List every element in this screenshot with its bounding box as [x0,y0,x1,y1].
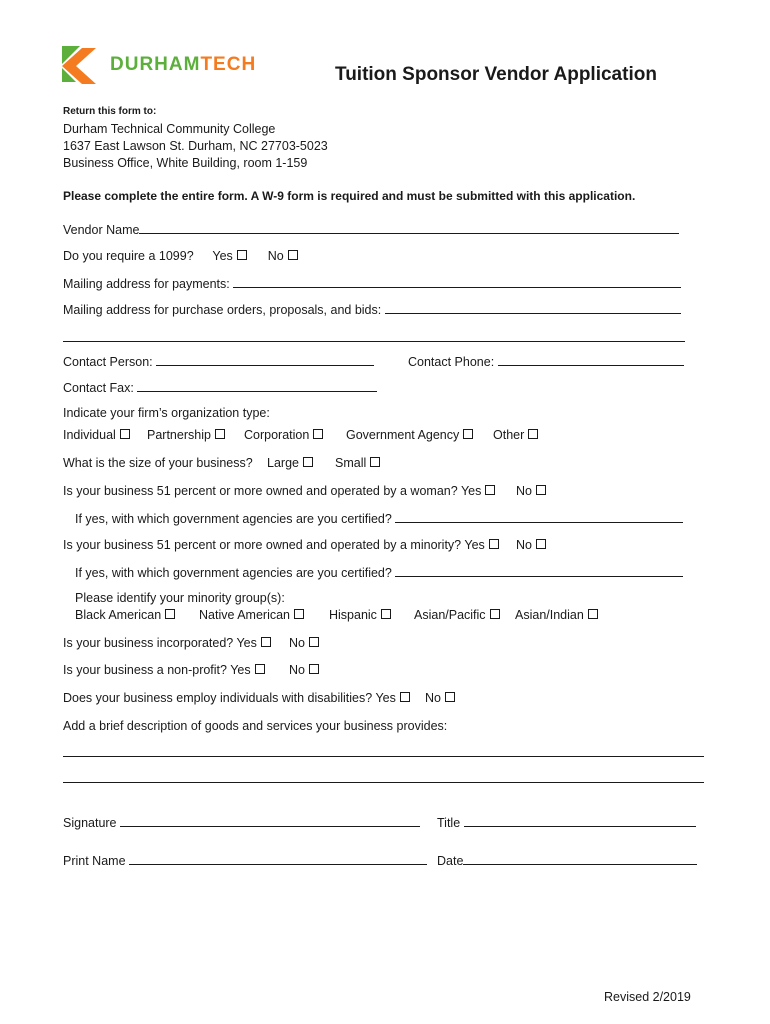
mailing-payments-field[interactable] [233,276,681,288]
org-government-checkbox[interactable] [463,429,473,439]
incorporated-no-label: No [289,636,305,650]
req-1099-no-checkbox[interactable] [288,250,298,260]
org-type-label: Indicate your firm’s organization type: [63,406,270,420]
vendor-name-field[interactable] [139,222,679,234]
disabilities-no-label: No [425,691,441,705]
minority-cert-question: If yes, with which government agencies are you certified? [75,566,392,580]
org-partnership-checkbox[interactable] [215,429,225,439]
contact-fax-field[interactable] [137,380,377,392]
incorporated-yes-checkbox[interactable] [261,637,271,647]
woman-yes-checkbox[interactable] [485,485,495,495]
woman-no-option [516,484,546,498]
address-line-2: 1637 East Lawson St. Durham, NC 27703-5023 [63,139,328,153]
incorporated-yes-label: Yes [236,636,257,650]
date-field[interactable] [463,853,697,865]
woman-owned-row [63,484,495,498]
org-option-label: Individual [63,428,116,442]
minority-native-checkbox[interactable] [294,609,304,619]
org-option-label: Corporation [244,428,310,442]
date-label: Date [437,854,464,868]
minority-option-black [75,608,175,622]
form-title: Tuition Sponsor Vendor Application [335,64,657,85]
minority-option-native [199,608,304,622]
nonprofit-no-option [289,663,319,677]
nonprofit-question: Is your business a non-profit? [63,663,227,677]
title-label: Title [437,816,461,830]
durham-tech-logo [62,46,292,86]
contact-person-label: Contact Person: [63,355,153,369]
org-option-label: Government Agency [346,428,460,442]
mailing-payments-row [63,276,681,291]
size-small-label: Small [335,456,367,470]
org-option-partnership [147,428,225,442]
org-option-individual [63,428,130,442]
minority-option-label: Asian/Indian [515,608,584,622]
signature-label: Signature [63,816,117,830]
req-1099-label: Do you require a 1099? [63,249,194,263]
minority-yes-checkbox[interactable] [489,539,499,549]
minority-no-checkbox[interactable] [536,539,546,549]
req-1099-yes-checkbox[interactable] [237,250,247,260]
vendor-name-label: Vendor Name [63,223,140,237]
signature-field[interactable] [120,815,420,827]
mailing-po-field-line-2[interactable] [63,329,685,342]
logo-text-tech: TECH [200,54,257,75]
woman-owned-question: Is your business 51 percent or more owned and operated by a woman? [63,484,458,498]
print-name-field[interactable] [129,853,427,865]
org-option-label: Partnership [147,428,211,442]
minority-option-hispanic [329,608,391,622]
org-option-other [493,428,538,442]
print-name-label: Print Name [63,854,126,868]
minority-option-label: Hispanic [329,608,377,622]
address-line-1: Durham Technical Community College [63,122,276,136]
woman-yes-label: Yes [460,484,482,498]
minority-option-label: Native American [199,608,291,622]
minority-option-asian-pacific [414,608,500,622]
title-row [437,815,696,830]
mailing-po-field[interactable] [385,302,681,314]
nonprofit-no-label: No [289,663,305,677]
vendor-name-row [63,222,679,237]
incorporated-question: Is your business incorporated? [63,636,234,650]
minority-option-label: Black American [75,608,162,622]
nonprofit-yes-label: Yes [230,663,251,677]
size-large-option [267,456,313,470]
minority-cert-row [75,565,683,580]
contact-person-row [63,354,374,369]
disabilities-yes-label: Yes [375,691,396,705]
minority-owned-question: Is your business 51 percent or more owned and operated by a minority? [63,538,462,552]
disabilities-no-option [425,691,455,705]
org-option-corporation [244,428,323,442]
print-name-row [63,853,427,868]
org-corporation-checkbox[interactable] [313,429,323,439]
minority-option-asian-indian [515,608,598,622]
org-individual-checkbox[interactable] [120,429,130,439]
minority-cert-field[interactable] [395,565,683,577]
mailing-payments-label: Mailing address for payments: [63,277,230,291]
woman-cert-field[interactable] [395,511,683,523]
incorporated-row [63,636,271,650]
contact-phone-label: Contact Phone: [408,355,495,369]
date-row [437,853,697,868]
disabilities-row [63,691,410,705]
minority-yes-label: Yes [464,538,485,552]
req-1099-yes-label: Yes [212,249,233,263]
size-small-checkbox[interactable] [370,457,380,467]
logo-mark-icon [62,46,98,84]
minority-no-label: No [516,538,532,552]
minority-asian-indian-checkbox[interactable] [588,609,598,619]
size-small-option [335,456,380,470]
revised-date: Revised 2/2019 [604,990,691,1004]
minority-no-option [516,538,546,552]
contact-fax-label: Contact Fax: [63,381,134,395]
address-line-3: Business Office, White Building, room 1-159 [63,156,308,170]
contact-fax-row [63,380,377,395]
title-field[interactable] [464,815,696,827]
minority-option-label: Asian/Pacific [414,608,486,622]
disabilities-question: Does your business employ individuals with disabilities? [63,691,373,705]
logo-text-durham: DURHAM [110,54,201,75]
contact-phone-field[interactable] [498,354,684,366]
mailing-po-row [63,302,681,317]
nonprofit-row [63,663,265,677]
description-question: Add a brief description of goods and services your business provides: [63,719,448,733]
org-option-label: Other [493,428,525,442]
org-option-government [346,428,473,442]
minority-owned-row [63,538,499,552]
size-question: What is the size of your business? [63,456,253,470]
req-1099-row [63,249,298,263]
woman-cert-question: If yes, with which government agencies are you certified? [75,512,392,526]
minority-group-question: Please identify your minority group(s): [75,591,285,605]
disabilities-yes-checkbox[interactable] [400,692,410,702]
minority-asian-pacific-checkbox[interactable] [490,609,500,619]
woman-no-checkbox[interactable] [536,485,546,495]
contact-person-field[interactable] [156,354,374,366]
minority-hispanic-checkbox[interactable] [381,609,391,619]
incorporated-no-checkbox[interactable] [309,637,319,647]
instruction-text: Please complete the entire form. A W-9 form is required and must be submitted with this application. [63,189,636,203]
woman-cert-row [75,511,683,526]
org-other-checkbox[interactable] [528,429,538,439]
contact-phone-row [408,354,684,369]
signature-row [63,815,420,830]
size-row [63,456,253,470]
nonprofit-yes-checkbox[interactable] [255,664,265,674]
incorporated-no-option [289,636,319,650]
description-field-line-2[interactable] [63,770,704,783]
minority-black-checkbox[interactable] [165,609,175,619]
mailing-po-label: Mailing address for purchase orders, proposals, and bids: [63,303,382,317]
size-large-checkbox[interactable] [303,457,313,467]
req-1099-no-label: No [267,249,284,263]
disabilities-no-checkbox[interactable] [445,692,455,702]
return-label: Return this form to: [63,106,157,117]
description-field-line-1[interactable] [63,744,704,757]
nonprofit-no-checkbox[interactable] [309,664,319,674]
size-large-label: Large [267,456,299,470]
woman-no-label: No [516,484,532,498]
